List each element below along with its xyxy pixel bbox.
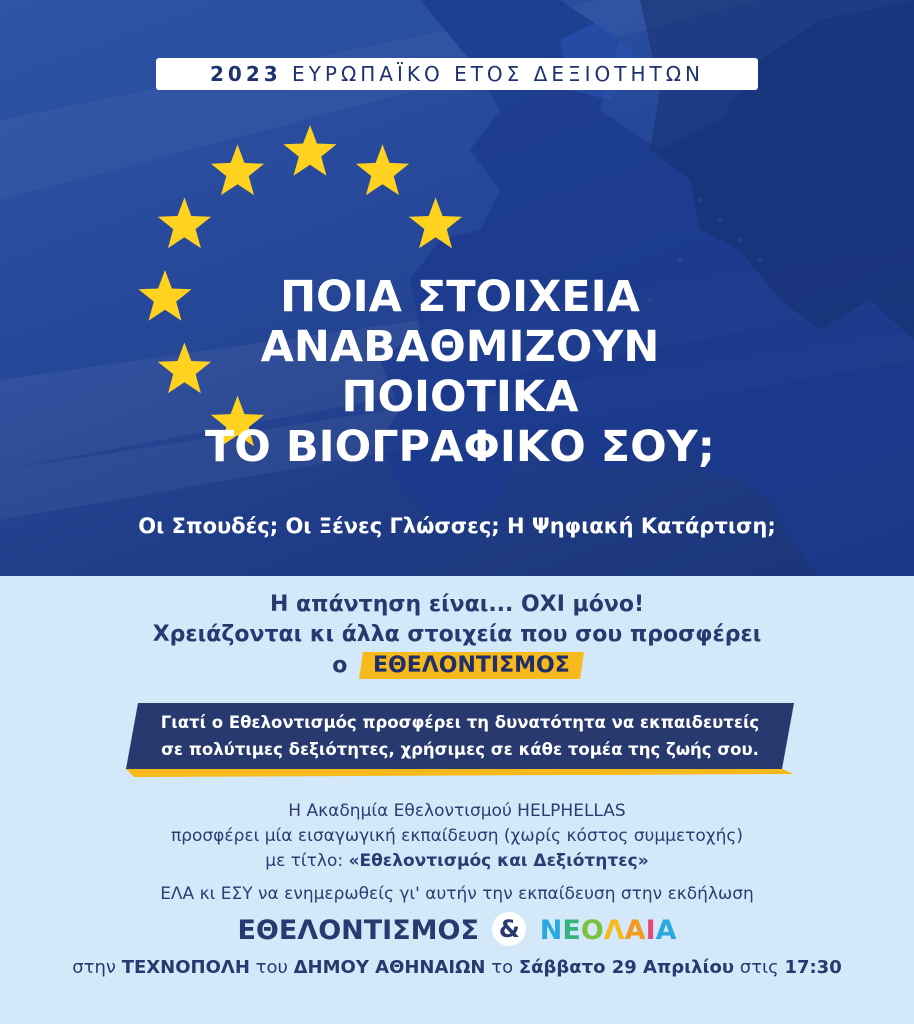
ampersand-badge: & <box>492 912 526 946</box>
venue: ΤΕΧΝΟΠΟΛΗ <box>121 957 250 978</box>
academy-course-title: «Εθελοντισμός και Δεξιότητες» <box>348 851 649 871</box>
star-icon <box>158 198 211 249</box>
academy-title-prefix: με τίτλο: <box>265 851 344 871</box>
municipality: ΔΗΜΟΥ ΑΘΗΝΑΙΩΝ <box>293 957 486 978</box>
why-line-2: σε πολύτιμες δεξιότητες, χρήσιμες σε κάθε τομέα της ζωής σου. <box>161 740 759 759</box>
star-icon <box>356 144 409 195</box>
answer-line-1: Η απάντηση είναι... ΟΧΙ μόνο! <box>269 592 644 617</box>
invite-text: ΕΛΑ κι ΕΣΥ να ενημερωθείς γι' αυτήν την εκπαίδευση στην εκδήλωση <box>160 884 754 904</box>
volunteering-highlight-text: ΕΘΕΛΟΝΤΙΣΜΟΣ <box>373 653 570 678</box>
star-icon <box>211 144 264 195</box>
neolaia-letter: Λ <box>603 915 625 946</box>
headline-line-1: ΠΟΙΑ ΣΤΟΙΧΕΙΑ <box>280 272 640 322</box>
why-line-1: Γιατί ο Εθελοντισμός προσφέρει τη δυνατότητα να εκπαιδευτείς <box>160 713 760 732</box>
neolaia-letter: Ι <box>645 915 656 946</box>
why-text <box>130 709 790 763</box>
answer-line-2: Χρειάζονται κι άλλα στοιχεία που σου προσφέρει <box>152 622 762 647</box>
year-title: ΕΥΡΩΠΑΪΚΟ ΕΤΟΣ ΔΕΞΙΟΤΗΤΩΝ <box>292 62 704 86</box>
answer-block <box>0 590 914 650</box>
subline: Οι Σπουδές; Οι Ξένες Γλώσσες; Η Ψηφιακή Κατάρτιση; <box>138 514 776 538</box>
article: ο <box>332 653 348 678</box>
year: 2023 <box>210 62 282 86</box>
volunteering-row <box>0 652 914 679</box>
neolaia-letter: Ο <box>580 915 604 946</box>
headline-line-2: ΑΝΑΒΑΘΜΙΖΟΥΝ <box>260 322 660 372</box>
star-icon <box>283 125 336 176</box>
where-word-1: στην <box>72 957 116 978</box>
event-title-neolaia <box>540 915 677 946</box>
star-icon <box>409 198 462 249</box>
event-details <box>0 957 914 978</box>
academy-line-3 <box>0 849 914 874</box>
neolaia-letter: Α <box>624 915 646 946</box>
event-title <box>0 912 914 946</box>
headline-line-3: ΠΟΙΟΤΙΚΑ <box>341 372 579 422</box>
academy-block <box>0 799 914 874</box>
event-time: 17:30 <box>784 957 842 978</box>
headline-line-4: ΤΟ ΒΙΟΓΡΑΦΙΚΟ ΣΟΥ; <box>204 422 716 472</box>
event-title-part1: ΕΘΕΛΟΝΤΙΣΜΟΣ <box>237 915 479 946</box>
event-date: Σάββατο 29 Απριλίου <box>518 957 735 978</box>
headline <box>150 272 770 472</box>
where-word-4: στις <box>739 957 779 978</box>
volunteering-highlight <box>359 652 584 679</box>
academy-line-1: Η Ακαδημία Εθελοντισμού HELPHELLAS <box>288 801 626 821</box>
where-word-2: του <box>255 957 288 978</box>
neolaia-letter: Α <box>655 915 677 946</box>
where-word-3: το <box>491 957 514 978</box>
neolaia-letter: Ν <box>539 915 563 946</box>
neolaia-letter: Ε <box>562 915 581 946</box>
academy-line-2: προσφέρει μία εισαγωγική εκπαίδευση (χωρίς κόστος συμμετοχής) <box>170 826 744 846</box>
